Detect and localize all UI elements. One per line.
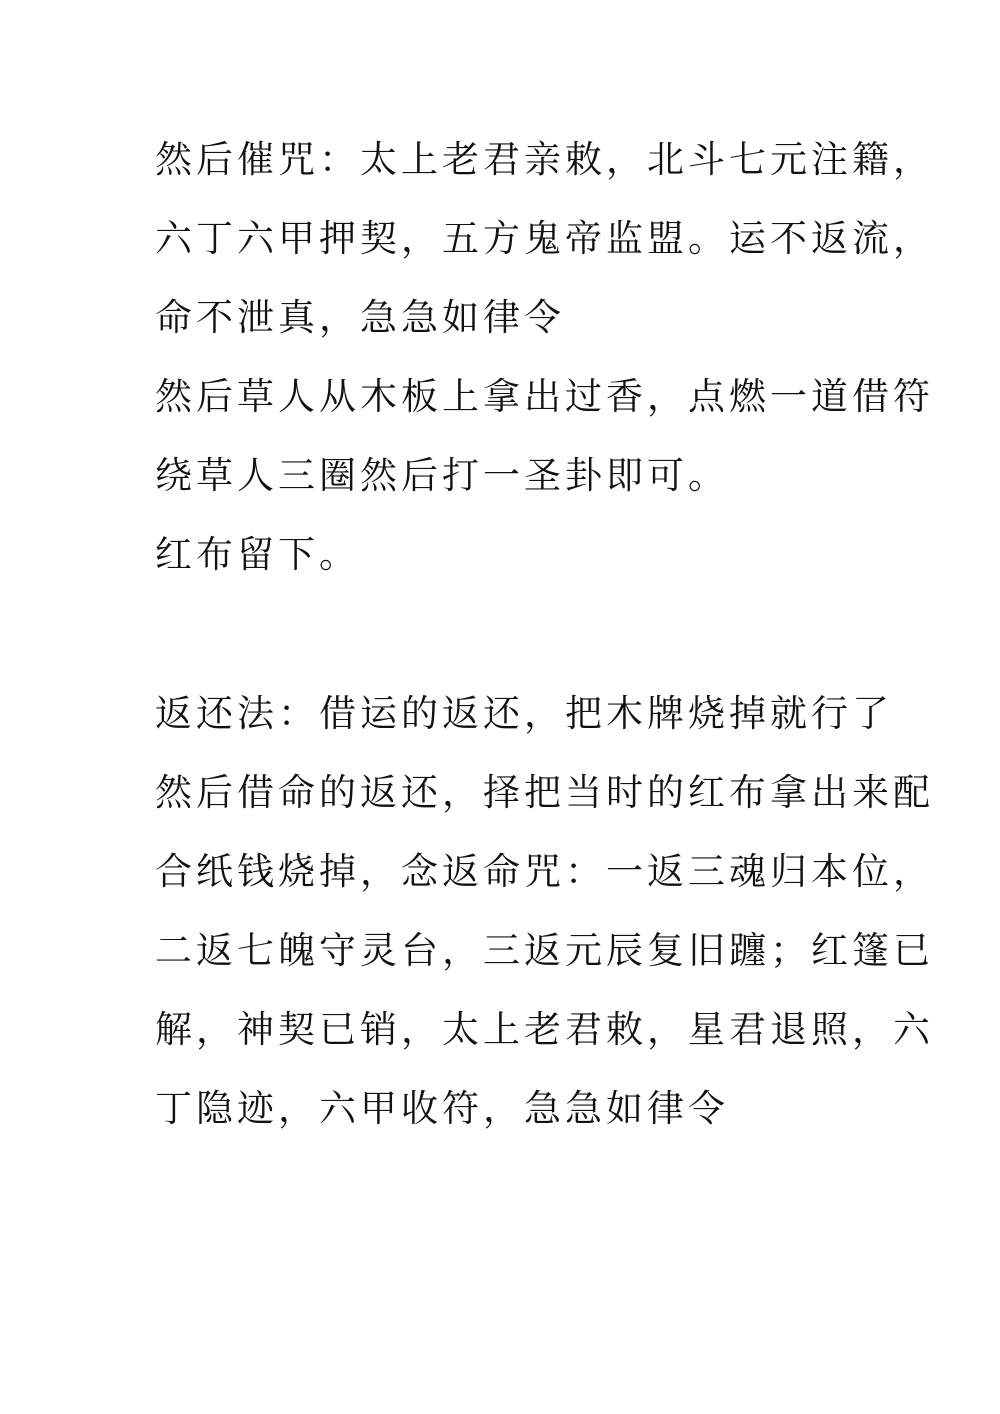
text-line: 命不泄真，急急如律令	[155, 296, 565, 339]
text-line: 然后催咒：太上老君亲敕，北斗七元注籍，	[155, 138, 934, 181]
text-line: 解，神契已销，太上老君敕，星君退照，六	[155, 1008, 934, 1051]
text-line: 合纸钱烧掉，念返命咒：一返三魂归本位，	[155, 850, 934, 893]
text-line: 然后借命的返还，择把当时的红布拿出来配	[155, 771, 934, 814]
text-line: 六丁六甲押契，五方鬼帝监盟。运不返流，	[155, 217, 934, 260]
text-line: 绕草人三圈然后打一圣卦即可。	[155, 454, 729, 497]
text-line: 返还法：借运的返还，把木牌烧掉就行了	[155, 692, 893, 735]
text-line: 然后草人从木板上拿出过香，点燃一道借符	[155, 375, 934, 418]
text-line: 丁隐迹，六甲收符，急急如律令	[155, 1087, 729, 1130]
text-line: 红布留下。	[155, 533, 360, 576]
text-line: 二返七魄守灵台，三返元辰复旧躔；红篷已	[155, 929, 934, 972]
